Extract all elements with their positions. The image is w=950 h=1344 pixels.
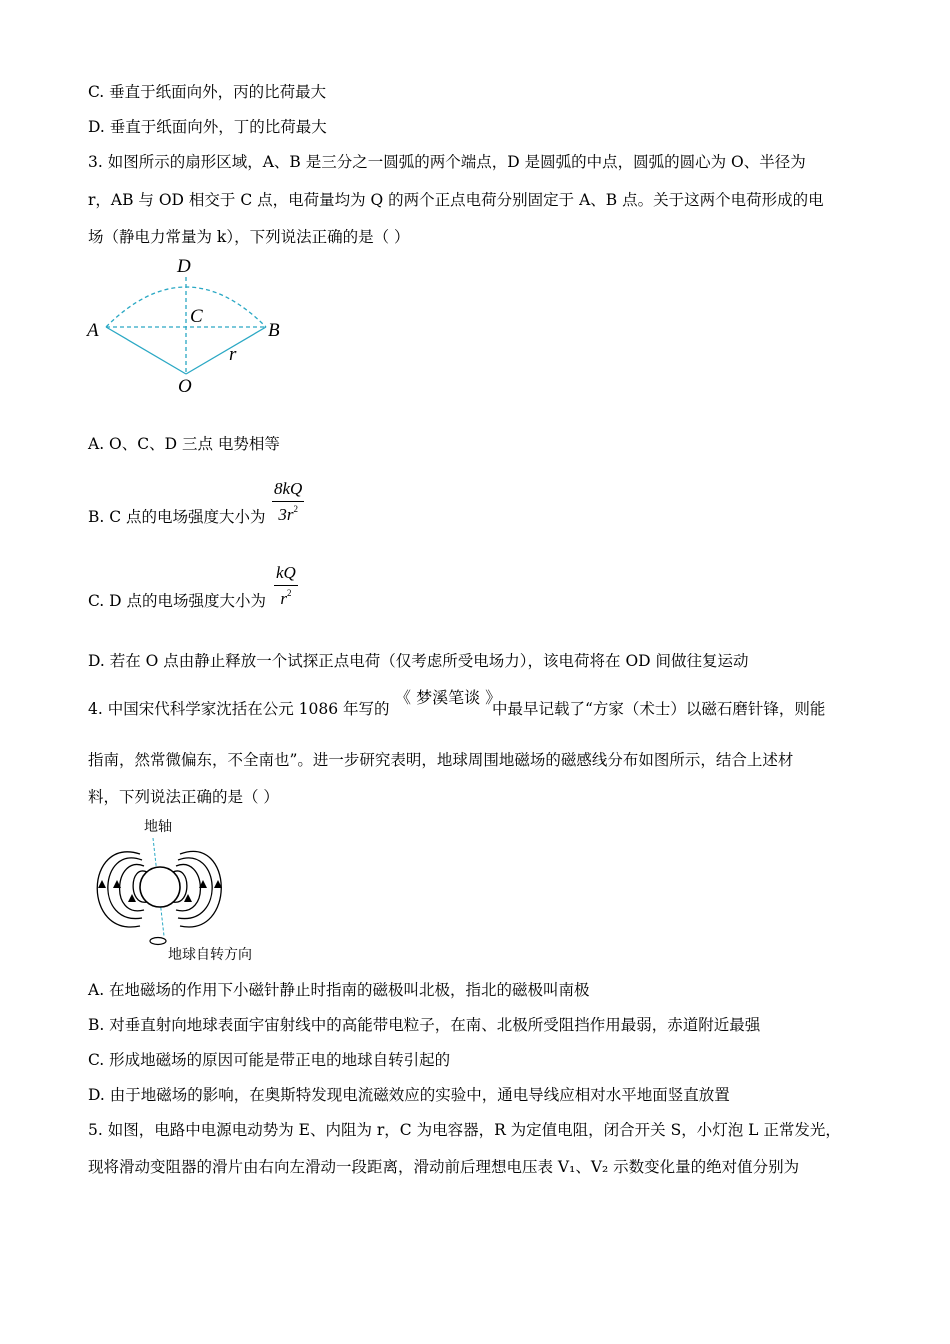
fraction-b-numerator: 8kQ: [274, 479, 303, 498]
axis-label: 地轴: [144, 819, 172, 835]
option-3c: C. D 点的电场强度大小为: [88, 592, 267, 610]
rotation-arrow: [150, 938, 166, 945]
earth-magnetic-field-figure: [84, 814, 284, 966]
question-5-line-2: 现将滑动变阻器的滑片由右向左滑动一段距离，滑动前后理想电压表 V₁、V₂ 示数变化量的绝对值分别为: [88, 1158, 800, 1176]
label-b: B: [268, 320, 280, 341]
segment-ao: [106, 327, 186, 374]
fraction-b: [272, 479, 304, 525]
question-5-line-1: 5. 如图，电路中电源电动势为 E、内阻为 r，C 为电容器，R 为定值电阻，闭合开关 S，小灯泡 L 正常发光，: [88, 1121, 841, 1139]
label-a: A: [87, 320, 99, 341]
question-3-line-3: 场（静电力常量为 k），下列说法正确的是（ ）: [88, 228, 410, 246]
label-c: C: [190, 306, 203, 327]
fraction-c: [274, 563, 298, 609]
fraction-b-denominator: $3r^2$: [278, 504, 298, 524]
fraction-c-numerator: kQ: [276, 563, 296, 582]
question-4-line-2: 指南，然常微偏东，不全南也”。进一步研究表明，地球周围地磁场的磁感线分布如图所示，结合上述材: [88, 751, 794, 769]
question-3-line-2: r，AB 与 OD 相交于 C 点，电荷量均为 Q 的两个正点电荷分别固定于 A、B 点。关于这两个电荷形成的电: [88, 191, 824, 209]
rotation-label: 地球自转方向: [168, 947, 252, 963]
question-4-line-1a: 4. 中国宋代科学家沈括在公元 1086 年写的: [88, 700, 390, 718]
sector-figure: [84, 252, 294, 402]
option-2c: C. 垂直于纸面向外，丙的比荷最大: [88, 83, 327, 101]
label-d: D: [177, 256, 191, 277]
question-3-line-1: 3. 如图所示的扇形区域，A、B 是三分之一圆弧的两个端点，D 是圆弧的中点，圆弧的圆心为 O、半径为: [88, 153, 806, 171]
option-3d: D. 若在 O 点由静止释放一个试探正点电荷（仅考虑所受电场力），该电荷将在 OD 间做往复运动: [88, 652, 749, 670]
option-2d: D. 垂直于纸面向外，丁的比荷最大: [88, 118, 327, 136]
option-4a: A. 在地磁场的作用下小磁针静止时指南的磁极叫北极，指北的磁极叫南极: [88, 981, 590, 999]
option-3b: B. C 点的电场强度大小为: [88, 508, 266, 526]
earth: [140, 867, 180, 907]
segment-bo: [186, 327, 266, 374]
label-o: O: [178, 376, 192, 397]
question-4-line-3: 料，下列说法正确的是（ ）: [88, 788, 279, 806]
option-3a: A. O、C、D 三点 电势相等: [88, 435, 280, 453]
fraction-c-denominator: $r^2$: [280, 588, 292, 608]
option-4b: B. 对垂直射向地球表面宇宙射线中的高能带电粒子，在南、北极所受阻挡作用最弱，赤道附近最强: [88, 1016, 761, 1034]
option-4c: C. 形成地磁场的原因可能是带正电的地球自转引起的: [88, 1051, 451, 1069]
book-title: 《 梦溪笔谈 》: [395, 688, 502, 707]
label-r: r: [229, 344, 237, 365]
option-4d: D. 由于地磁场的影响，在奥斯特发现电流磁效应的实验中，通电导线应相对水平地面竖直放置: [88, 1086, 730, 1104]
question-4-line-1b: 中最早记载了“方家（术士）以磁石磨针锋，则能: [492, 700, 826, 718]
